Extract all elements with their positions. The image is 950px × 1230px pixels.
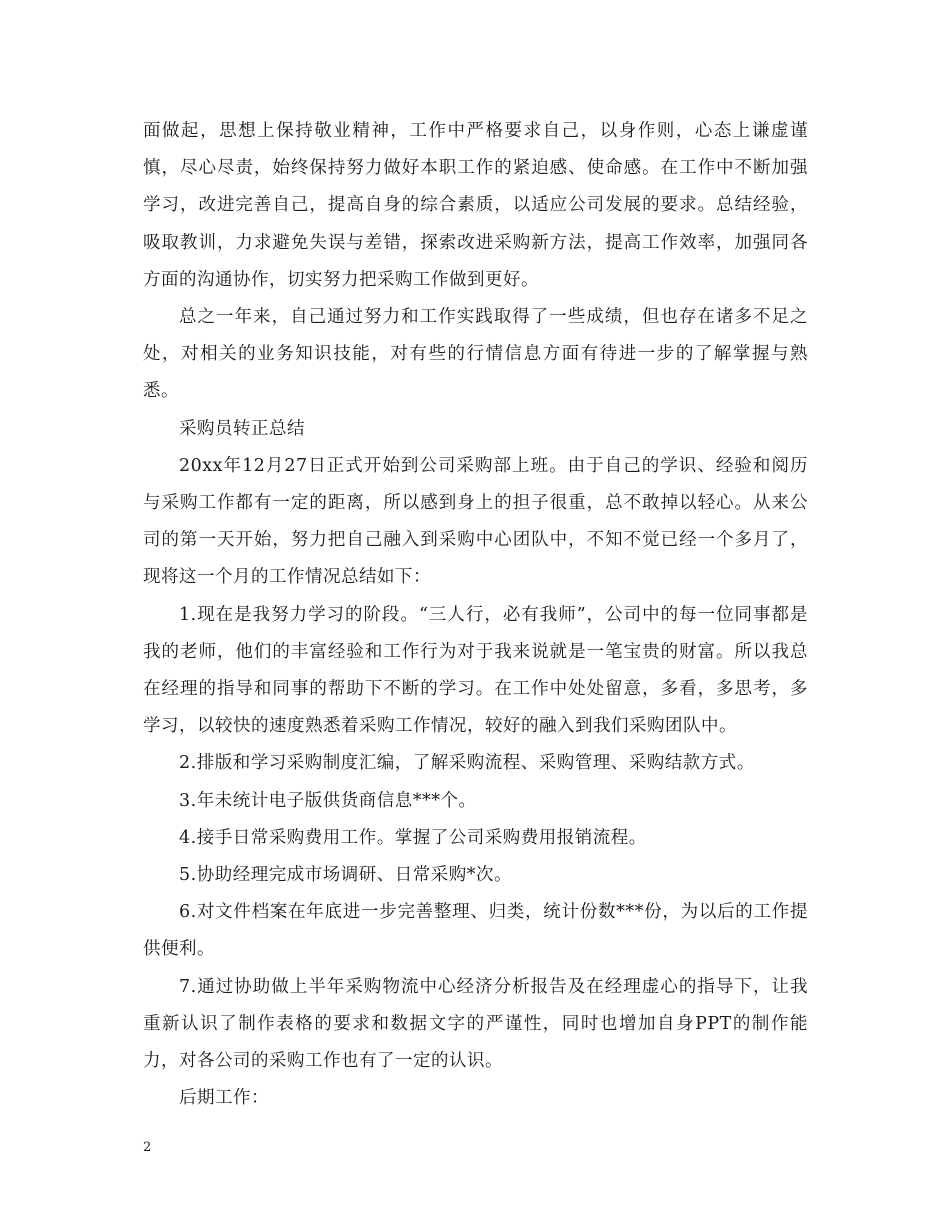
list-item-1: 1.现在是我努力学习的阶段。“三人行，必有我师”，公司中的每一位同事都是我的老师，他们的丰富经验和工作行为对于我来说就是一笔宝贵的财富。所以我总在经理的指导和同事的帮助下不断的学习。在工作中处处留意，多看，多思考，多学习，以较快的速度熟悉着采购工作情况，较好的融入到我们采购团队中。 <box>143 604 808 737</box>
list-item-5: 5.协助经理完成市场调研、日常采购*次。 <box>179 865 512 886</box>
paragraph-2: 总之一年来，自己通过努力和工作实践取得了一些成绩，但也存在诸多不足之处，对相关的业务知识技能，对有些的行情信息方面有待进一步的了解掌握与熟悉。 <box>143 307 808 402</box>
list-item-7: 7.通过协助做上半年采购物流中心经济分析报告及在经理虚心的指导下，让我重新认识了制作表格的要求和数据文字的严谨性，同时也增加自身PPT的制作能力，对各公司的采购工作也有了一定的认识。 <box>143 976 808 1072</box>
document-body <box>143 113 808 1117</box>
list-item-4: 4.接手日常采购费用工作。掌握了公司采购费用报销流程。 <box>179 827 647 848</box>
paragraph-4: 20xx年12月27日正式开始到公司采购部上班。由于自己的学识、经验和阅历与采购工作都有一定的距离，所以感到身上的担子很重，总不敢掉以轻心。从来公司的第一天开始，努力把自己融入到采购中心团队中，不知不觉已经一个多月了，现将这一个月的工作情况总结如下： <box>143 455 808 588</box>
subsection-heading: 后期工作： <box>179 1088 269 1109</box>
list-item-6: 6.对文件档案在年底进一步完善整理、归类，统计份数***份，为以后的工作提供便利。 <box>143 902 808 960</box>
page-number: 2 <box>143 1140 152 1155</box>
paragraph-1: 面做起，思想上保持敬业精神，工作中严格要求自己，以身作则，心态上谦虚谨慎，尽心尽责，始终保持努力做好本职工作的紧迫感、使命感。在工作中不断加强学习，改进完善自己，提高自身的综合素质，以适应公司发展的要求。总结经验，吸取教训，力求避免失误与差错，探索改进采购新方法，提高工作效率，加强同各方面的沟通协作，切实努力把采购工作做到更好。 <box>143 121 808 290</box>
list-item-2: 2.排版和学习采购制度汇编，了解采购流程、采购管理、采购结款方式。 <box>179 753 755 774</box>
section-heading: 采购员转正总结 <box>179 418 305 439</box>
list-item-3: 3.年未统计电子版供货商信息***个。 <box>179 790 477 811</box>
